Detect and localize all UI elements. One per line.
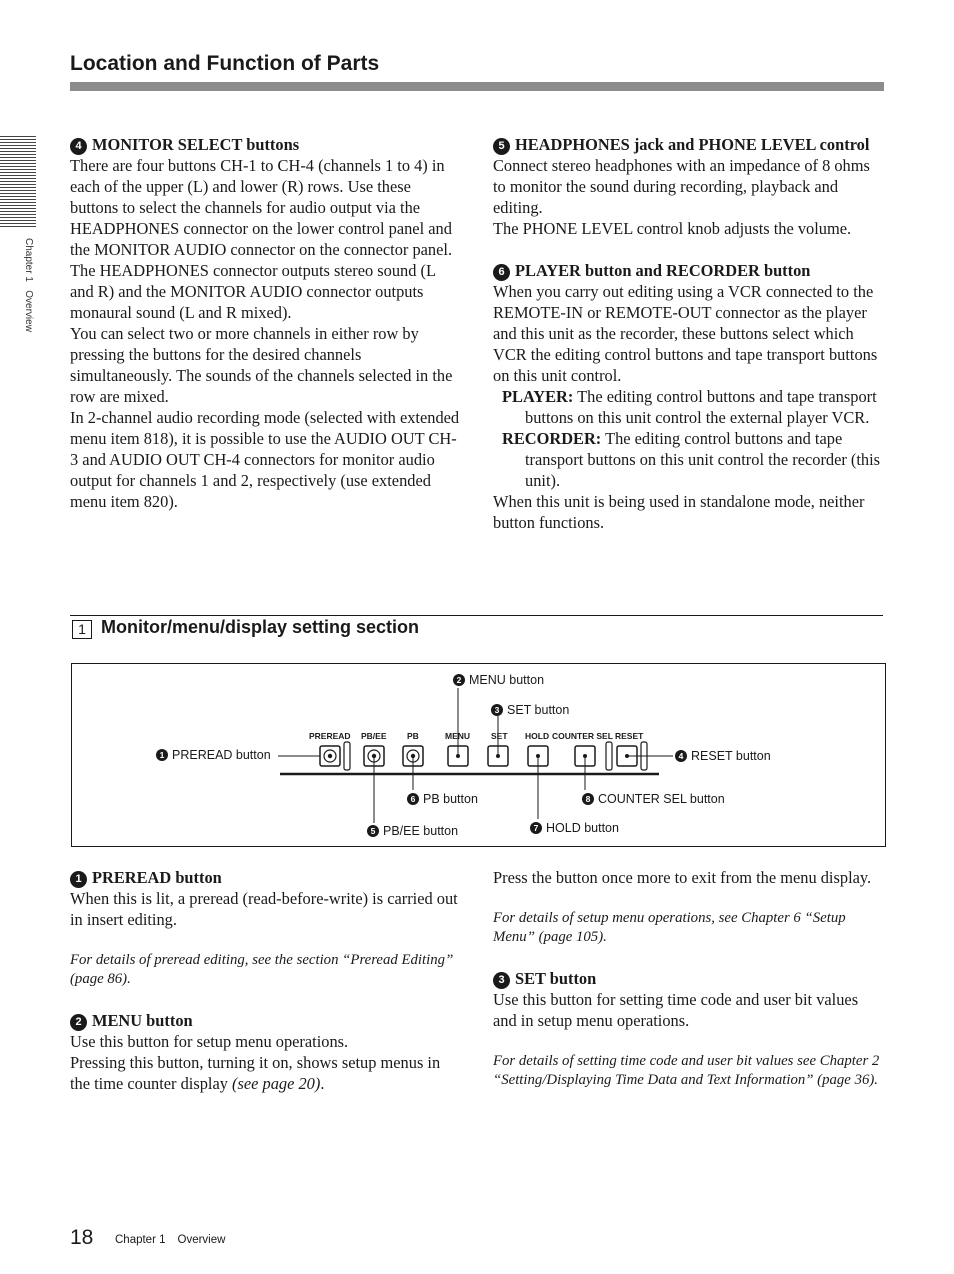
panel-label-pb: PB	[407, 731, 419, 741]
footer-chapter: Chapter 1 Overview	[115, 1234, 226, 1246]
headphones-p2: The PHONE LEVEL control knob adjusts the volume.	[493, 219, 852, 238]
control-panel-diagram	[71, 663, 886, 847]
preread-button-shape	[320, 746, 340, 766]
recorder-definition: RECORDER: The editing control buttons and tape transport buttons on this unit control the recorder (this unit).	[502, 429, 881, 490]
headphones-player-section	[493, 134, 885, 533]
monitor-select-heading: 4 MONITOR SELECT buttons	[70, 134, 462, 155]
section-rule	[70, 615, 883, 616]
panel-label-hold: HOLD	[525, 731, 550, 741]
callout-pbee: 5 PB/EE button	[367, 824, 458, 838]
item-number-badge: 3	[493, 972, 510, 989]
callout-hold: 7 HOLD button	[530, 821, 619, 835]
setup-menu-note: For details of setup menu operations, see Chapter 6 “Setup Menu” (page 105).	[493, 910, 846, 945]
callout-pb: 6 PB button	[407, 792, 478, 806]
panel-label-preread: PREREAD	[309, 731, 351, 741]
menu-set-section	[493, 867, 885, 1090]
chapter-tab-chapter: Chapter 1	[23, 238, 34, 282]
item-number-badge: 6	[493, 264, 510, 281]
panel-label-menu: MENU	[445, 731, 471, 741]
preread-menu-section	[70, 867, 462, 1094]
menu-heading: 2 MENU button	[70, 1010, 462, 1031]
item-number-badge: 2	[70, 1014, 87, 1031]
chapter-tab-stripes	[0, 136, 36, 228]
panel-label-counter-sel: COUNTER SEL	[552, 731, 613, 741]
player-recorder-p1: When you carry out editing using a VCR connected to the REMOTE-IN or REMOTE-OUT connector as the player and this unit as the recorder, these buttons select which VCR the editing control buttons and tape transport buttons on this unit control.	[493, 282, 878, 385]
menu-p1: Use this button for setup menu operations.	[70, 1032, 349, 1051]
set-note: For details of setting time code and user bit values see Chapter 2 “Setting/Displaying Time Data and Text Information” (page 36).	[493, 1053, 880, 1088]
page-number: 18	[70, 1226, 94, 1249]
callout-counter-sel: 8 COUNTER SEL button	[582, 792, 725, 806]
page-reference: (see page 20)	[232, 1074, 321, 1093]
section-title: Monitor/menu/display setting section	[101, 617, 420, 637]
item-number-badge: 1	[70, 871, 87, 888]
monitor-select-section	[70, 134, 462, 512]
panel-label-pbee: PB/EE	[361, 731, 387, 741]
preread-heading: 1 PREREAD button	[70, 867, 462, 888]
separator-bar	[606, 742, 612, 770]
monitor-select-p4: In 2-channel audio recording mode (selected with extended menu item 818), it is possible to use the AUDIO OUT CH-3 and AUDIO OUT CH-4 connectors for monitor audio output for channels 1 and 2, respectively (use extended menu item 820).	[70, 408, 460, 511]
player-recorder-heading: 6 PLAYER button and RECORDER button	[493, 260, 885, 281]
callout-preread: 1 PREREAD button	[156, 748, 271, 762]
player-recorder-p2: When this unit is being used in standalone mode, neither button functions.	[493, 492, 865, 532]
menu-exit-text: Press the button once more to exit from the menu display.	[493, 868, 872, 887]
separator-bar	[344, 742, 350, 770]
set-heading: 3 SET button	[493, 968, 885, 989]
menu-p2: Pressing this button, turning it on, shows setup menus in the time counter display (see page 20).	[70, 1053, 441, 1093]
callout-menu: 2 MENU button	[453, 673, 544, 687]
preread-p1: When this is lit, a preread (read-before-write) is carried out in insert editing.	[70, 889, 458, 929]
monitor-select-p3: You can select two or more channels in either row by pressing the buttons for the desired channels simultaneously. The sounds of the channels selected in the row are mixed.	[70, 324, 453, 406]
item-number-badge: 4	[70, 138, 87, 155]
set-p1: Use this button for setting time code and user bit values and in setup menu operations.	[493, 990, 859, 1030]
headphones-heading: 5 HEADPHONES jack and PHONE LEVEL control	[493, 134, 885, 155]
page-title: Location and Function of Parts	[70, 52, 380, 75]
monitor-select-p1: There are four buttons CH-1 to CH-4 (channels 1 to 4) in each of the upper (L) and lower (R) rows. Use these buttons to select the channels for audio output via the HEADPHONES connector on the lower control panel and the MONITOR AUDIO connector on the connector panel.	[70, 156, 453, 259]
title-rule	[70, 82, 884, 91]
headphones-p1: Connect stereo headphones with an impedance of 8 ohms to monitor the sound during recording, playback and editing.	[493, 156, 870, 217]
panel-label-reset: RESET	[615, 731, 644, 741]
chapter-tab-label	[23, 238, 34, 332]
callout-set: 3 SET button	[491, 703, 569, 717]
preread-note: For details of preread editing, see the section “Preread Editing” (page 86).	[70, 952, 454, 987]
chapter-tab-name: Overview	[23, 290, 34, 332]
panel-label-set: SET	[491, 731, 508, 741]
player-definition: PLAYER: The editing control buttons and tape transport buttons on this unit control the external player VCR.	[502, 387, 877, 427]
item-number-badge: 5	[493, 138, 510, 155]
callout-reset: 4 RESET button	[675, 749, 771, 763]
monitor-select-p2: The HEADPHONES connector outputs stereo sound (L and R) and the MONITOR AUDIO connector outputs monaural sound (L and R mixed).	[70, 261, 436, 322]
section-number-box: 1	[72, 620, 92, 639]
